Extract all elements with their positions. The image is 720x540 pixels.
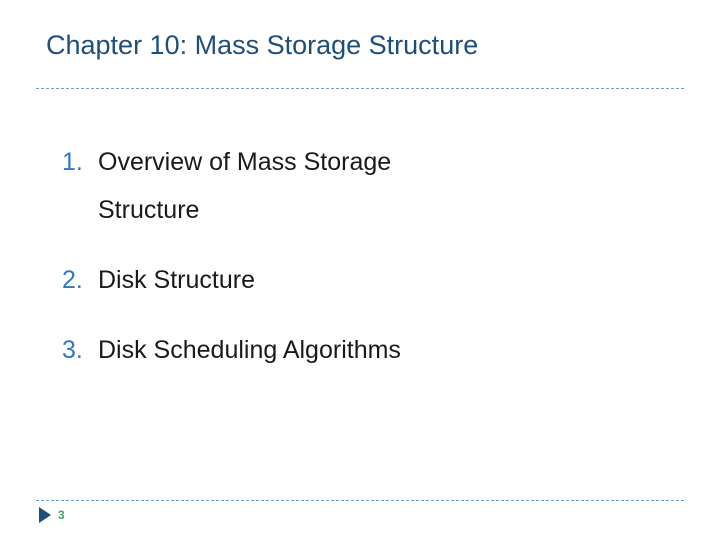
triangle-arrow-icon [36,506,52,524]
title-divider [36,88,684,89]
slide-title: Chapter 10: Mass Storage Structure [46,30,479,60]
page-number: 3 [58,508,65,522]
item-text: Overview of Mass Storage Structure [98,148,392,224]
item-number: 2. [62,266,83,294]
outline-item [62,326,458,374]
footer-divider [36,500,684,501]
item-number: 1. [62,148,83,176]
item-text: Disk Scheduling Algorithms [98,336,401,364]
outline-list [62,138,458,396]
slide-footer [36,506,65,524]
item-number: 3. [62,336,83,364]
outline-item [62,138,458,234]
outline-item [62,256,458,304]
item-text: Disk Structure [98,266,255,294]
